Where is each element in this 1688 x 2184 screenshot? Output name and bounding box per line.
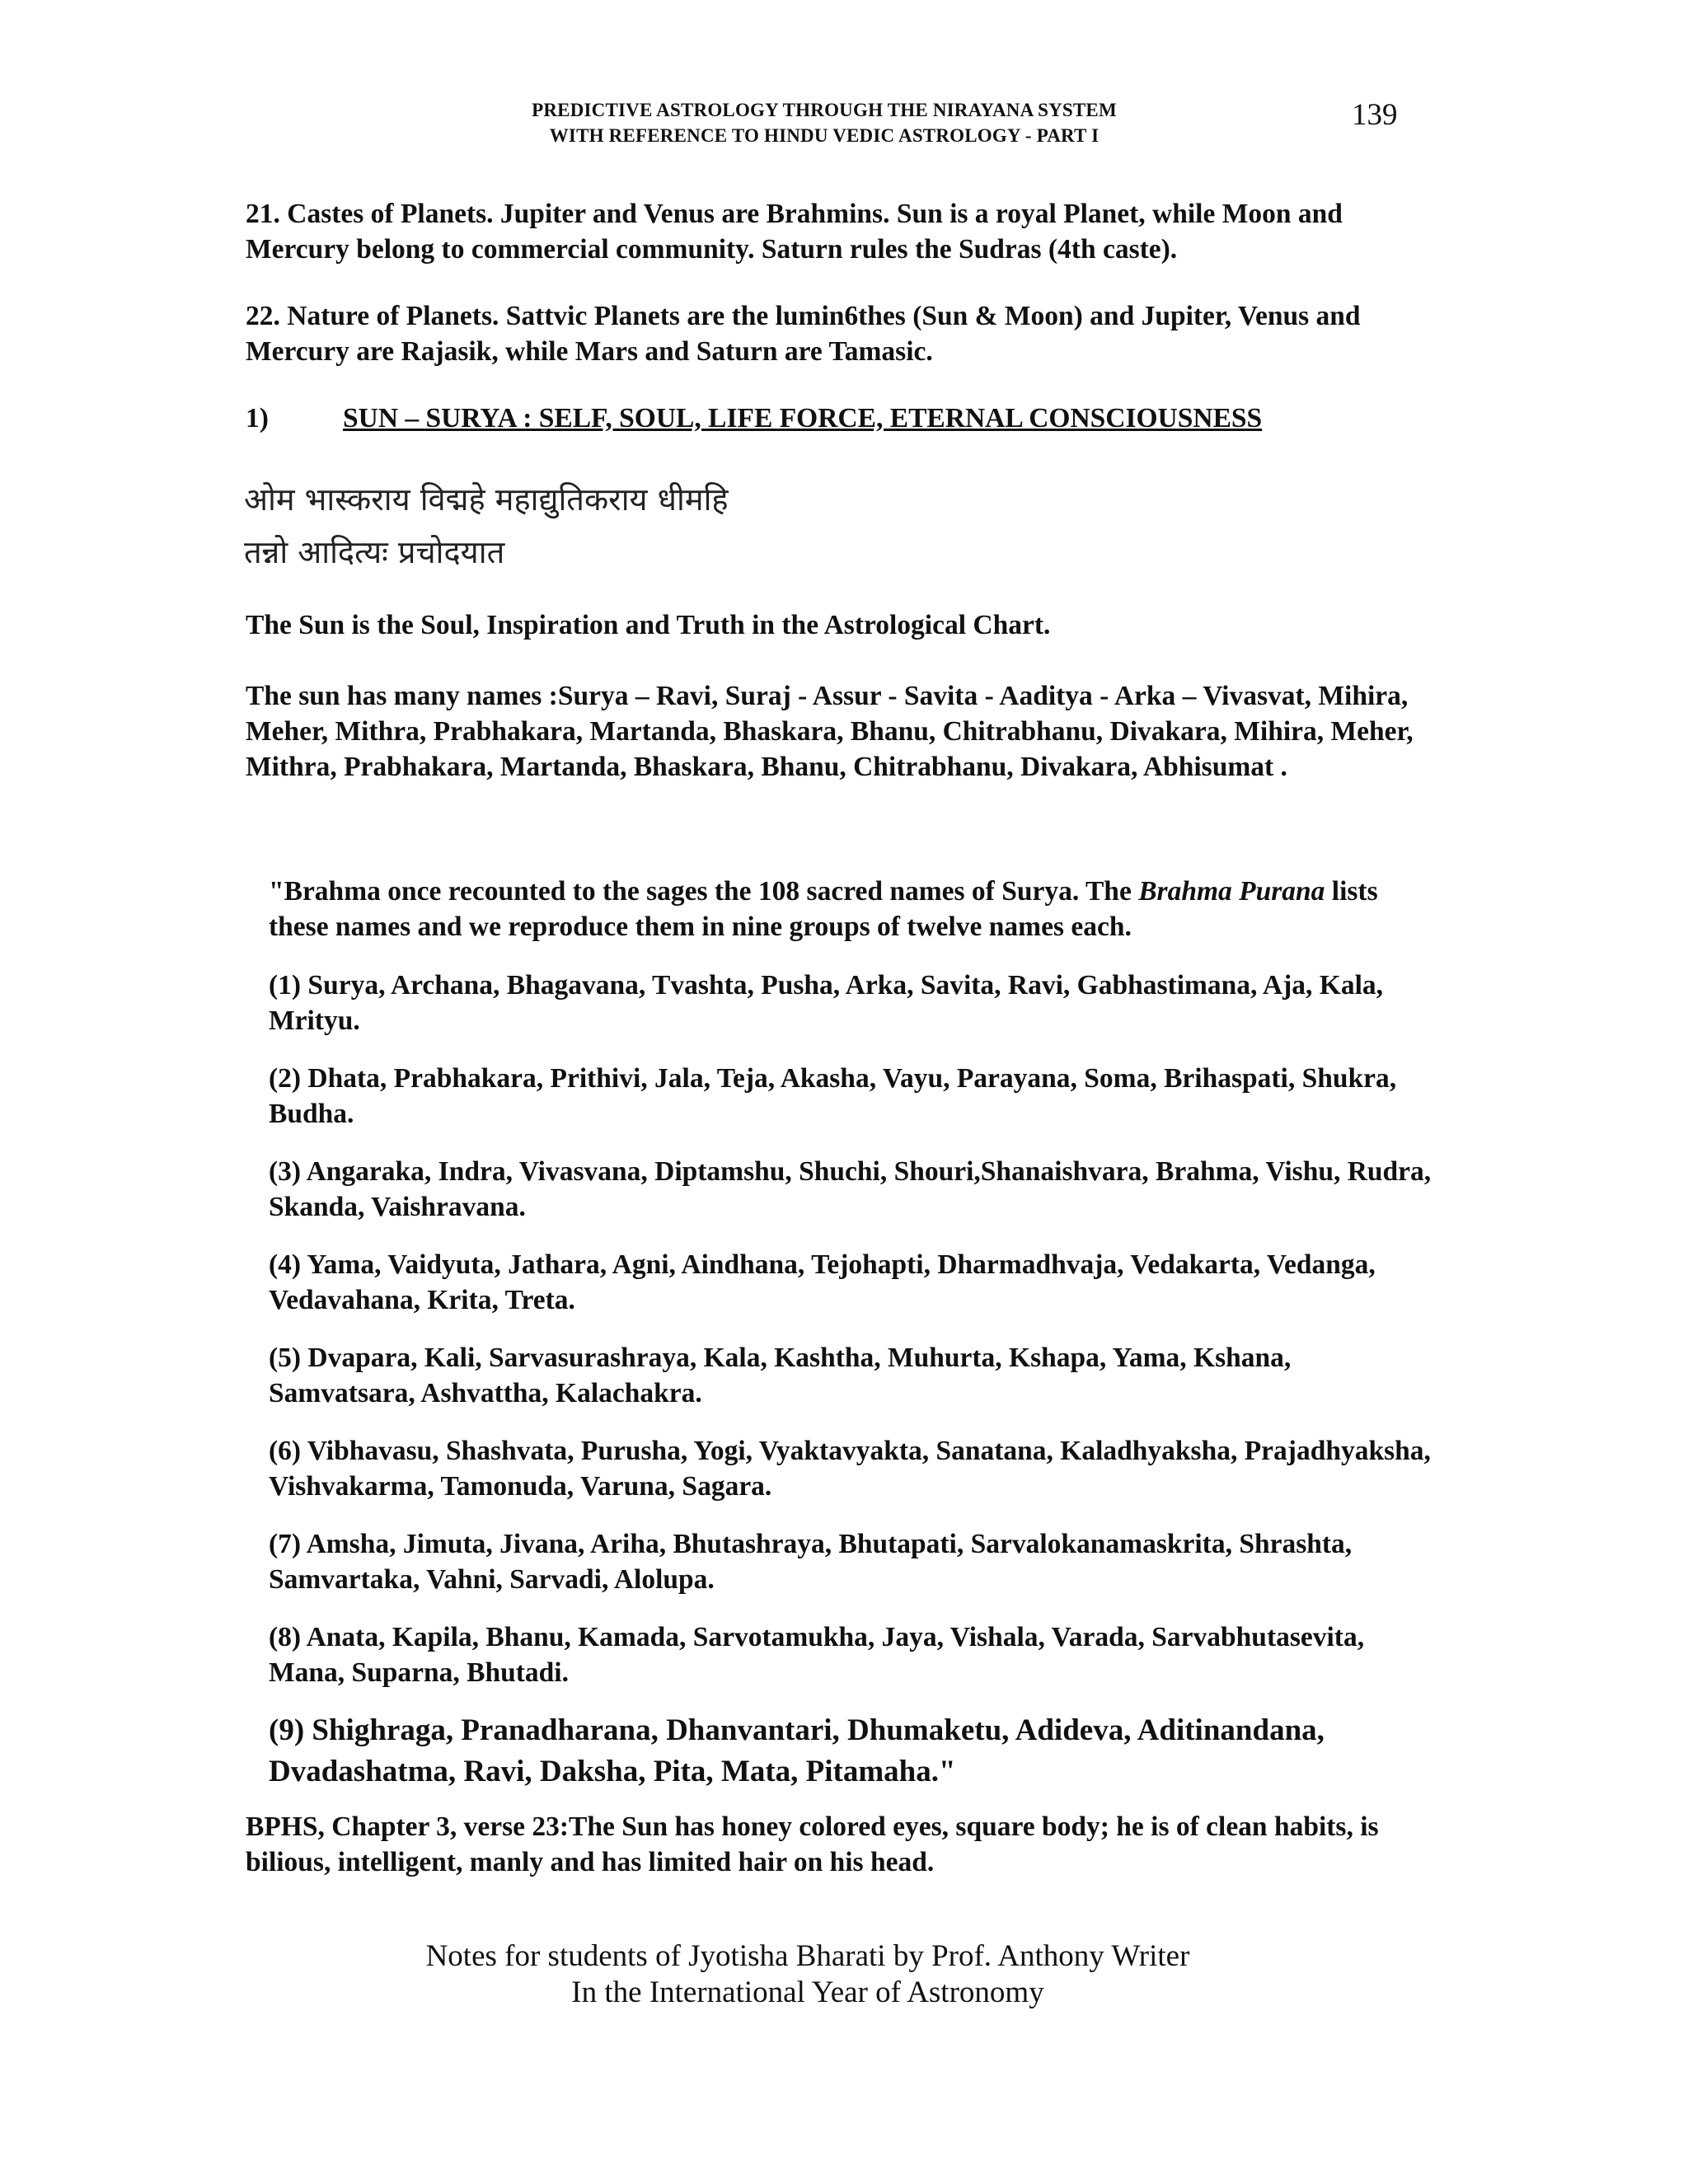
footer-line-2: In the International Year of Astronomy bbox=[571, 1975, 1044, 2009]
names-group-1: (1) Surya, Archana, Bhagavana, Tvashta, Pusha, Arka, Savita, Ravi, Gabhastimana, Aja, Kala, Mrityu. bbox=[269, 970, 1384, 1036]
names-group-2: (2) Dhata, Prabhakara, Prithivi, Jala, Teja, Akasha, Vayu, Parayana, Soma, Brihaspati, Shukra, Budha. bbox=[269, 1063, 1397, 1129]
names-group-6: (6) Vibhavasu, Shashvata, Purusha, Yogi, Vyaktavyakta, Sanatana, Kaladhyaksha, Prajadhyaksha, Vishvakarma, Tamonuda, Varuna, Sagara. bbox=[269, 1436, 1431, 1502]
names-group-8: (8) Anata, Kapila, Bhanu, Kamada, Sarvotamukha, Jaya, Vishala, Varada, Sarvabhutasevita, Mana, Suparna, Bhutadi. bbox=[269, 1622, 1365, 1688]
mantra-line-2: तन्नो आदित्यः प्रचोदयात bbox=[244, 534, 505, 570]
section-heading bbox=[246, 401, 1432, 436]
quote-intro bbox=[269, 874, 1423, 944]
mantra-line-1: ओम भास्कराय विद्महे महाद्युतिकराय धीमहि bbox=[244, 481, 729, 518]
section-title: SUN – SURYA : SELF, SOUL, LIFE FORCE, ETERNAL CONSCIOUSNESS bbox=[343, 403, 1263, 434]
paragraph-bphs-verse: BPHS, Chapter 3, verse 23:The Sun has honey colored eyes, square body; he is of clean habits, is bilious, intelligent, manly and has limited hair on his head. bbox=[246, 1811, 1379, 1877]
footer-line-1: Notes for students of Jyotisha Bharati by Prof. Anthony Writer bbox=[425, 1939, 1190, 1973]
names-group-9: (9) Shighraga, Pranadharana, Dhanvantari, Dhumaketu, Adideva, Aditinandana, Dvadashatma, Ravi, Daksha, Pita, Mata, Pitamaha." bbox=[269, 1713, 1325, 1788]
quote-intro-part-2: lists these names and we reproduce them in nine groups of twelve names each. bbox=[269, 876, 1378, 942]
section-number: 1) bbox=[246, 403, 269, 434]
page-footer bbox=[330, 1938, 1286, 2011]
header-line-2: WITH REFERENCE TO HINDU VEDIC ASTROLOGY - PART I bbox=[549, 125, 1100, 146]
paragraph-castes-of-planets: 21. Castes of Planets. Jupiter and Venus are Brahmins. Sun is a royal Planet, while Moon and Mercury belong to commercial community. Saturn rules the Sudras (4th caste). bbox=[246, 199, 1343, 265]
paragraph-nature-of-planets: 22. Nature of Planets. Sattvic Planets are the lumin6thes (Sun & Moon) and Jupiter, Venus and Mercury are Rajasik, while Mars and Saturn are Tamasic. bbox=[246, 301, 1361, 367]
brahma-purana-title: Brahma Purana bbox=[1138, 876, 1325, 907]
names-group-4: (4) Yama, Vaidyuta, Jathara, Agni, Aindhana, Tejohapti, Dharmadhvaja, Vedakarta, Vedanga, Vedavahana, Krita, Treta. bbox=[269, 1249, 1376, 1315]
page-number: 139 bbox=[1352, 98, 1398, 132]
quote-intro-part-1: "Brahma once recounted to the sages the 108 sacred names of Surya. The bbox=[269, 876, 1139, 907]
names-group-3: (3) Angaraka, Indra, Vivasvana, Diptamshu, Shuchi, Shouri,Shanaishvara, Brahma, Vishu, Rudra, Skanda, Vaishravana. bbox=[269, 1156, 1432, 1222]
names-group-5: (5) Dvapara, Kali, Sarvasurashraya, Kala, Kashtha, Muhurta, Kshapa, Yama, Kshana, Samvatsara, Ashvattha, Kalachakra. bbox=[269, 1343, 1292, 1408]
sanskrit-mantra bbox=[244, 473, 1398, 579]
names-group-7: (7) Amsha, Jimuta, Jivana, Ariha, Bhutashraya, Bhutapati, Sarvalokanamaskrita, Shrashta, Samvartaka, Vahni, Sarvadi, Alolupa. bbox=[269, 1529, 1353, 1595]
paragraph-sun-names: The sun has many names :Surya – Ravi, Suraj - Assur - Savita - Aaditya - Arka – Vivasvat, Mihira, Meher, Mithra, Prabhakara, Martanda, Bhaskara, Bhanu, Chitrabhanu, Divakara, Mihira, Meher, Mithra, Prabhakara, Martanda, Bhaskara, Bhanu, Chitrabhanu, Divakara, Abhisumat . bbox=[246, 681, 1414, 782]
header-line-1: PREDICTIVE ASTROLOGY THROUGH THE NIRAYANA SYSTEM bbox=[532, 100, 1117, 120]
running-header bbox=[387, 97, 1261, 148]
paragraph-sun-soul: The Sun is the Soul, Inspiration and Truth in the Astrological Chart. bbox=[246, 610, 1051, 640]
